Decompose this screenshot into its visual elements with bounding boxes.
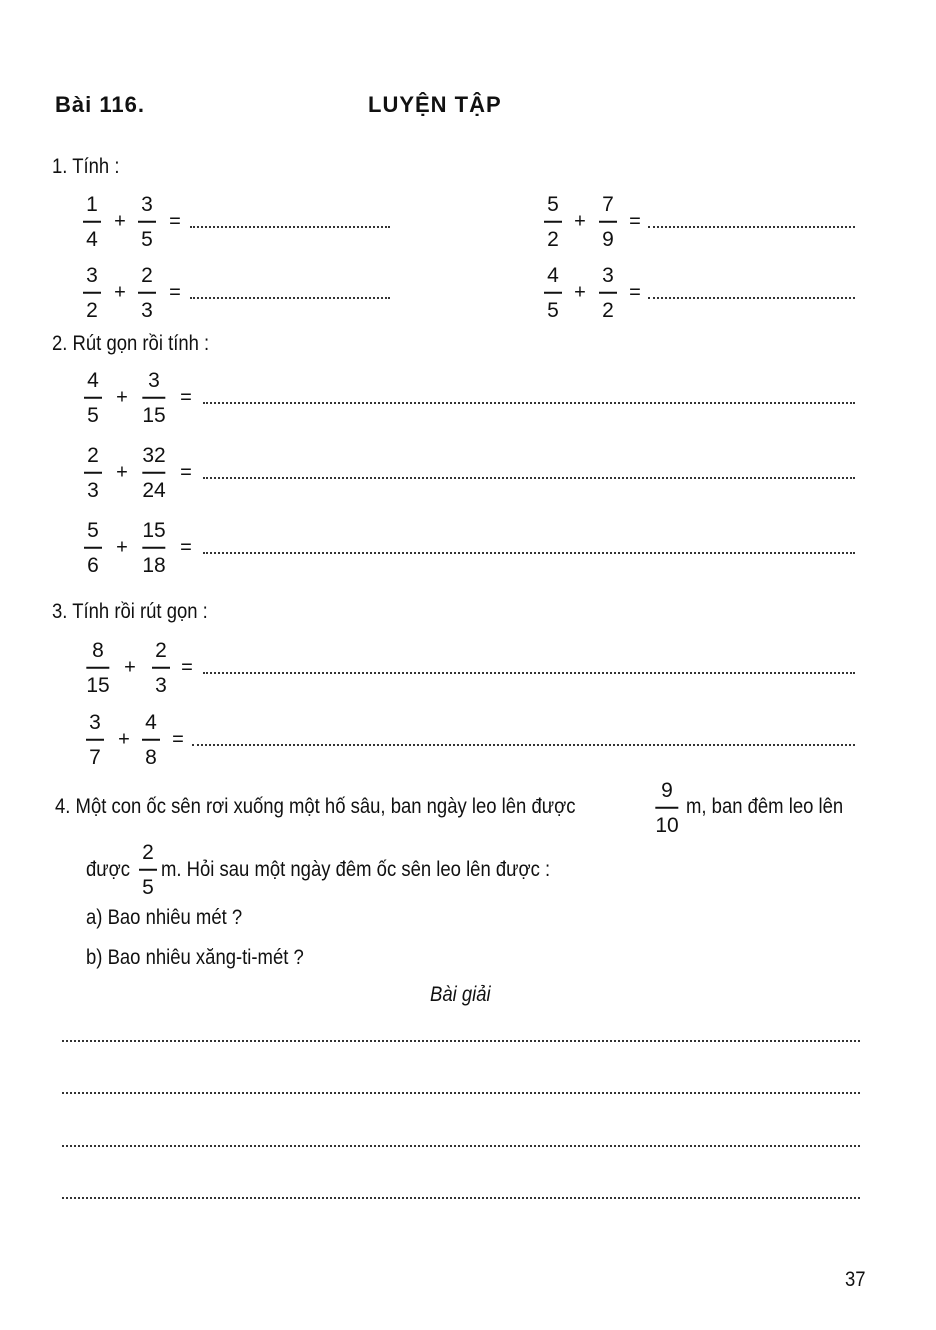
fraction-bar	[655, 807, 678, 809]
denominator: 2	[547, 227, 559, 251]
fraction	[142, 519, 165, 578]
numerator: 2	[141, 263, 153, 287]
fraction-2-5	[139, 841, 157, 900]
denominator: 3	[87, 478, 99, 502]
fraction-bar	[599, 221, 617, 223]
denominator: 2	[602, 298, 614, 322]
page-number: 37	[845, 1268, 866, 1291]
plus-sign: +	[118, 728, 130, 751]
fraction	[86, 639, 109, 698]
answer-line[interactable]	[190, 297, 390, 299]
answer-line[interactable]	[203, 672, 855, 674]
fraction-bar	[83, 292, 101, 294]
solution-label: Bài giải	[430, 983, 491, 1006]
fraction-bar	[152, 667, 170, 669]
plus-sign: +	[116, 386, 128, 409]
equals-sign: =	[181, 656, 193, 679]
fraction	[84, 444, 102, 503]
fraction	[83, 264, 101, 323]
exercise-4-line1-end: m, ban đêm leo lên	[686, 795, 844, 818]
fraction-9-10	[655, 779, 678, 838]
fraction-bar	[142, 397, 165, 399]
fraction-bar	[84, 547, 102, 549]
question-b: b) Bao nhiêu xăng-ti-mét ?	[86, 946, 304, 969]
numerator: 3	[89, 710, 101, 734]
denominator: 8	[145, 745, 157, 769]
denominator: 15	[86, 673, 110, 697]
equals-sign: =	[180, 536, 192, 559]
plus-sign: +	[114, 281, 126, 304]
numerator: 8	[92, 638, 104, 662]
fraction	[84, 369, 102, 428]
fraction	[84, 519, 102, 578]
fraction-bar	[86, 667, 109, 669]
numerator: 2	[87, 443, 99, 467]
exercise-3-label: 3. Tính rồi rút gọn :	[52, 600, 208, 623]
plus-sign: +	[114, 210, 126, 233]
numerator: 2	[142, 840, 154, 864]
fraction	[152, 639, 170, 698]
answer-line[interactable]	[62, 1145, 860, 1147]
denominator: 3	[141, 298, 153, 322]
numerator: 32	[142, 443, 166, 467]
equals-sign: =	[180, 386, 192, 409]
fraction	[142, 711, 160, 770]
fraction	[142, 369, 165, 428]
question-a: a) Bao nhiêu mét ?	[86, 906, 243, 929]
denominator: 15	[142, 403, 166, 427]
numerator: 3	[602, 263, 614, 287]
numerator: 4	[145, 710, 157, 734]
denominator: 5	[142, 875, 154, 899]
plus-sign: +	[116, 536, 128, 559]
fraction-bar	[84, 397, 102, 399]
denominator: 10	[655, 813, 679, 837]
equals-sign: =	[629, 210, 641, 233]
answer-line[interactable]	[203, 477, 855, 479]
fraction	[83, 193, 101, 252]
plus-sign: +	[124, 656, 136, 679]
fraction-bar	[84, 472, 102, 474]
exercise-2-label: 2. Rút gọn rồi tính :	[52, 332, 210, 355]
equals-sign: =	[169, 210, 181, 233]
fraction	[142, 444, 165, 503]
exercise-4-line2: m. Hỏi sau một ngày đêm ốc sên leo lên được :	[161, 858, 551, 881]
fraction	[544, 193, 562, 252]
numerator: 5	[547, 192, 559, 216]
numerator: 4	[547, 263, 559, 287]
plus-sign: +	[574, 210, 586, 233]
answer-line[interactable]	[62, 1092, 860, 1094]
answer-line[interactable]	[648, 226, 855, 228]
numerator: 3	[148, 368, 160, 392]
fraction-bar	[544, 292, 562, 294]
numerator: 7	[602, 192, 614, 216]
numerator: 9	[661, 778, 673, 802]
fraction-bar	[138, 221, 156, 223]
fraction	[86, 711, 104, 770]
fraction	[599, 264, 617, 323]
fraction-bar	[142, 472, 165, 474]
answer-line[interactable]	[192, 744, 855, 746]
numerator: 5	[87, 518, 99, 542]
answer-line[interactable]	[62, 1197, 860, 1199]
denominator: 3	[155, 673, 167, 697]
answer-line[interactable]	[62, 1040, 860, 1042]
answer-line[interactable]	[203, 402, 855, 404]
exercise-1-label: 1. Tính :	[52, 155, 120, 178]
fraction-bar	[142, 739, 160, 741]
fraction-bar	[139, 869, 157, 871]
numerator: 1	[86, 192, 98, 216]
numerator: 3	[86, 263, 98, 287]
numerator: 2	[155, 638, 167, 662]
denominator: 18	[142, 553, 166, 577]
denominator: 7	[89, 745, 101, 769]
equals-sign: =	[172, 728, 184, 751]
fraction	[599, 193, 617, 252]
answer-line[interactable]	[190, 226, 390, 228]
fraction	[544, 264, 562, 323]
fraction-bar	[138, 292, 156, 294]
denominator: 5	[87, 403, 99, 427]
equals-sign: =	[629, 281, 641, 304]
answer-line[interactable]	[648, 297, 855, 299]
denominator: 24	[142, 478, 166, 502]
denominator: 6	[87, 553, 99, 577]
fraction-bar	[142, 547, 165, 549]
denominator: 9	[602, 227, 614, 251]
equals-sign: =	[180, 461, 192, 484]
exercise-4-line1: 4. Một con ốc sên rơi xuống một hố sâu, ban ngày leo lên được	[55, 795, 576, 818]
fraction-bar	[86, 739, 104, 741]
denominator: 4	[86, 227, 98, 251]
numerator: 15	[142, 518, 166, 542]
denominator: 5	[141, 227, 153, 251]
plus-sign: +	[116, 461, 128, 484]
numerator: 4	[87, 368, 99, 392]
numerator: 3	[141, 192, 153, 216]
fraction-bar	[599, 292, 617, 294]
fraction	[138, 193, 156, 252]
fraction-bar	[544, 221, 562, 223]
equals-sign: =	[169, 281, 181, 304]
fraction	[138, 264, 156, 323]
exercise-4-line2-start: được	[86, 858, 131, 881]
answer-line[interactable]	[203, 552, 855, 554]
lesson-number: Bài 116.	[55, 92, 145, 117]
fraction-bar	[83, 221, 101, 223]
page-title: LUYỆN TẬP	[368, 92, 502, 117]
denominator: 5	[547, 298, 559, 322]
denominator: 2	[86, 298, 98, 322]
plus-sign: +	[574, 281, 586, 304]
